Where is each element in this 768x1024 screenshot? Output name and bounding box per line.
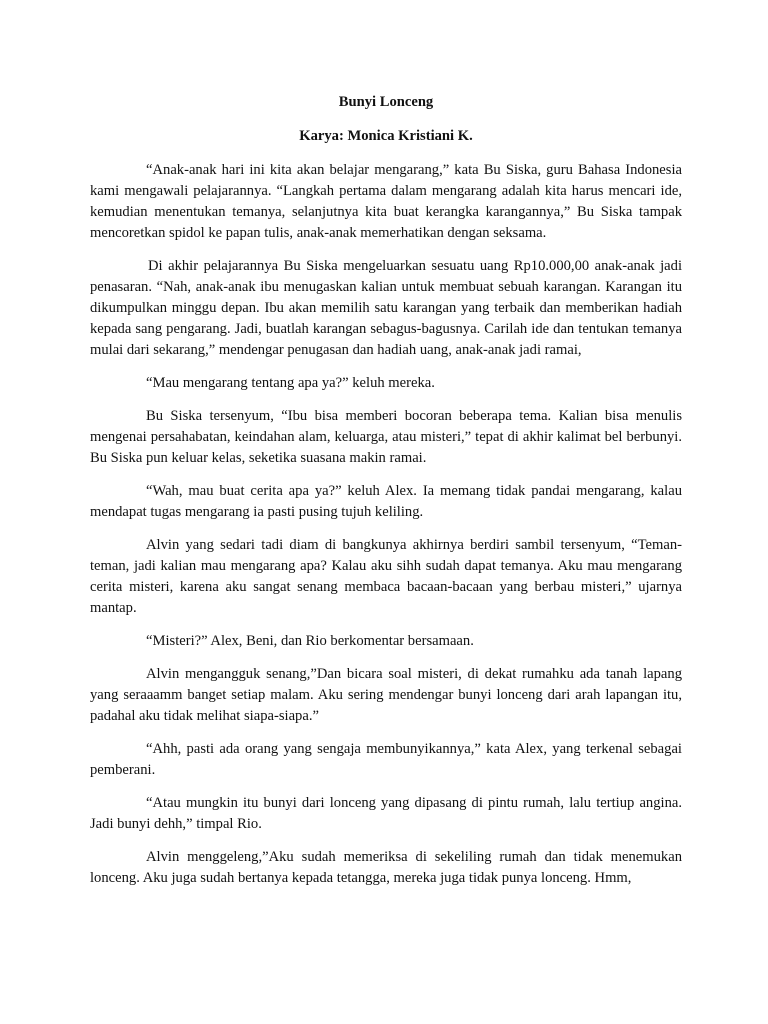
paragraph-6: Alvin yang sedari tadi diam di bangkunya akhirnya berdiri sambil tersenyum, “Teman-teman, jadi kalian mau mengarang apa? Kalau aku sihh sudah dapat temanya. Aku mau mengarang cerita misteri, karena aku sangat senang membaca bacaan-bacaan yang berbau misteri,” ujarnya mantap. xyxy=(90,537,682,616)
document-body xyxy=(90,92,682,901)
paragraph-11: Alvin menggeleng,”Aku sudah memeriksa di sekeliling rumah dan tidak menemukan lonceng. Aku juga sudah bertanya kepada tetangga, mereka juga tidak punya lonceng. Hmm, xyxy=(90,849,682,886)
paragraph-8: Alvin mengangguk senang,”Dan bicara soal misteri, di dekat rumahku ada tanah lapang yang seraaamm banget setiap malam. Aku sering mendengar bunyi lonceng dari arah lapangan itu, padahal aku tidak melihat siapa-siapa.” xyxy=(90,666,682,724)
paragraph-2: Di akhir pelajarannya Bu Siska mengeluarkan sesuatu uang Rp10.000,00 anak-anak jadi penasaran. “Nah, anak-anak ibu menugaskan kalian untuk membuat sebuah karangan. Karangan itu dikumpulkan minggu depan. Ibu akan memilih satu karangan yang terbaik dan memberikan hadiah kepada sang pengarang. Jadi, buatlah karangan sebagus-bagusnya. Carilah ide dan tentukan temanya mulai dari sekarang,” mendengar penugasan dan hadiah uang, anak-anak jadi ramai, xyxy=(90,258,682,358)
paragraph-7: “Misteri?” Alex, Beni, dan Rio berkomentar bersamaan. xyxy=(146,633,474,649)
paragraph-1: “Anak-anak hari ini kita akan belajar mengarang,” kata Bu Siska, guru Bahasa Indonesia kami mengawali pelajarannya. “Langkah pertama dalam mengarang adalah kita harus mencari ide, kemudian menentukan temanya, selanjutnya kita buat kerangka karangannya,” Bu Siska tampak mencoretkan spidol ke papan tulis, anak-anak memerhatikan dengan seksama. xyxy=(90,162,682,241)
story-title: Bunyi Lonceng xyxy=(338,94,434,110)
paragraph-3: “Mau mengarang tentang apa ya?” keluh mereka. xyxy=(146,375,435,391)
story-author: Karya: Monica Kristiani K. xyxy=(299,128,473,144)
paragraph-5: “Wah, mau buat cerita apa ya?” keluh Alex. Ia memang tidak pandai mengarang, kalau mendapat tugas mengarang ia pasti pusing tujuh keliling. xyxy=(90,483,682,520)
paragraph-9: “Ahh, pasti ada orang yang sengaja membunyikannya,” kata Alex, yang terkenal sebagai pemberani. xyxy=(90,741,682,778)
paragraph-10: “Atau mungkin itu bunyi dari lonceng yang dipasang di pintu rumah, lalu tertiup angina. Jadi bunyi dehh,” timpal Rio. xyxy=(90,795,682,832)
paragraph-4: Bu Siska tersenyum, “Ibu bisa memberi bocoran beberapa tema. Kalian bisa menulis mengenai persahabatan, keindahan alam, keluarga, atau misteri,” tepat di akhir kalimat bel berbunyi. Bu Siska pun keluar kelas, seketika suasana makin ramai. xyxy=(90,408,682,466)
